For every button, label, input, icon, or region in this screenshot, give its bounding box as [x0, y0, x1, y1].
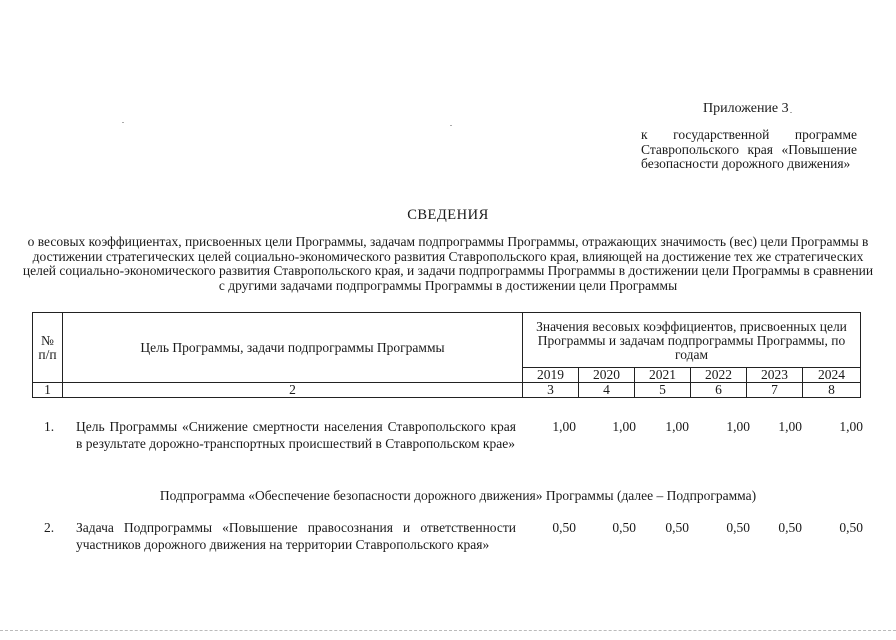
- header-year: 2023: [747, 368, 803, 383]
- scan-speck: [790, 112, 792, 113]
- row-value: 1,00: [839, 419, 863, 434]
- header-year: 2024: [803, 368, 861, 383]
- weights-table-header: [32, 312, 861, 398]
- index-cell: 3: [523, 383, 579, 398]
- header-values: Значения весовых коэффициентов, присвоенных цели Программы и задачам подпрограммы Программы, по годам: [523, 313, 861, 368]
- index-cell: 8: [803, 383, 861, 398]
- row-value: 0,50: [612, 520, 636, 535]
- scan-speck: [122, 122, 124, 123]
- scan-edge-line: [0, 630, 896, 631]
- row-value: 1,00: [726, 419, 750, 434]
- appendix-title: Приложение 3: [703, 101, 789, 116]
- index-cell: 7: [747, 383, 803, 398]
- appendix-reference: к государственной программе Ставропольского края «Повышение безопасности дорожного движения»: [641, 127, 857, 171]
- row-task-text: Задача Подпрограммы «Повышение правосознания и ответственности участников дорожного движения на территории Ставропольского края»: [76, 520, 516, 552]
- row-value: 0,50: [665, 520, 689, 535]
- row-value: 1,00: [612, 419, 636, 434]
- index-cell: 2: [63, 383, 523, 398]
- index-cell: 1: [33, 383, 63, 398]
- index-cell: 4: [579, 383, 635, 398]
- header-year: 2022: [691, 368, 747, 383]
- row-value: 0,50: [552, 520, 576, 535]
- document-title: СВЕДЕНИЯ: [407, 207, 489, 223]
- index-cell: 6: [691, 383, 747, 398]
- header-year: 2019: [523, 368, 579, 383]
- row-value: 0,50: [839, 520, 863, 535]
- row-value: 1,00: [778, 419, 802, 434]
- row-value: 1,00: [552, 419, 576, 434]
- scan-speck: [450, 125, 452, 126]
- row-number: 1.: [44, 419, 55, 434]
- row-number: 2.: [44, 520, 55, 535]
- subprogram-heading: Подпрограмма «Обеспечение безопасности дорожного движения» Программы (далее – Подпрограмма): [159, 488, 757, 503]
- row-value: 0,50: [778, 520, 802, 535]
- row-value: 1,00: [665, 419, 689, 434]
- row-value: 0,50: [726, 520, 750, 535]
- header-year: 2020: [579, 368, 635, 383]
- header-number: № п/п: [33, 313, 63, 383]
- document-subtitle: о весовых коэффициентах, присвоенных цели Программы, задачам подпрограммы Программы, отражающих значимость (вес) цели Программы в достижении стратегических целей социально-экономического развития Ставропольского края, влияющей на достижение тех же стратегических целей социально-экономического развития Ставропольского края, и задачи подпрограммы Программы в достижении цели Программы в сравнении с другими задачами подпрограммы Программы в достижении цели Программы: [22, 234, 874, 293]
- header-year: 2021: [635, 368, 691, 383]
- index-cell: 5: [635, 383, 691, 398]
- header-goal: Цель Программы, задачи подпрограммы Программы: [63, 313, 523, 383]
- row-goal-text: Цель Программы «Снижение смертности населения Ставропольского края в результате дорожно-транспортных происшествий в Ставропольском крае»: [76, 419, 516, 451]
